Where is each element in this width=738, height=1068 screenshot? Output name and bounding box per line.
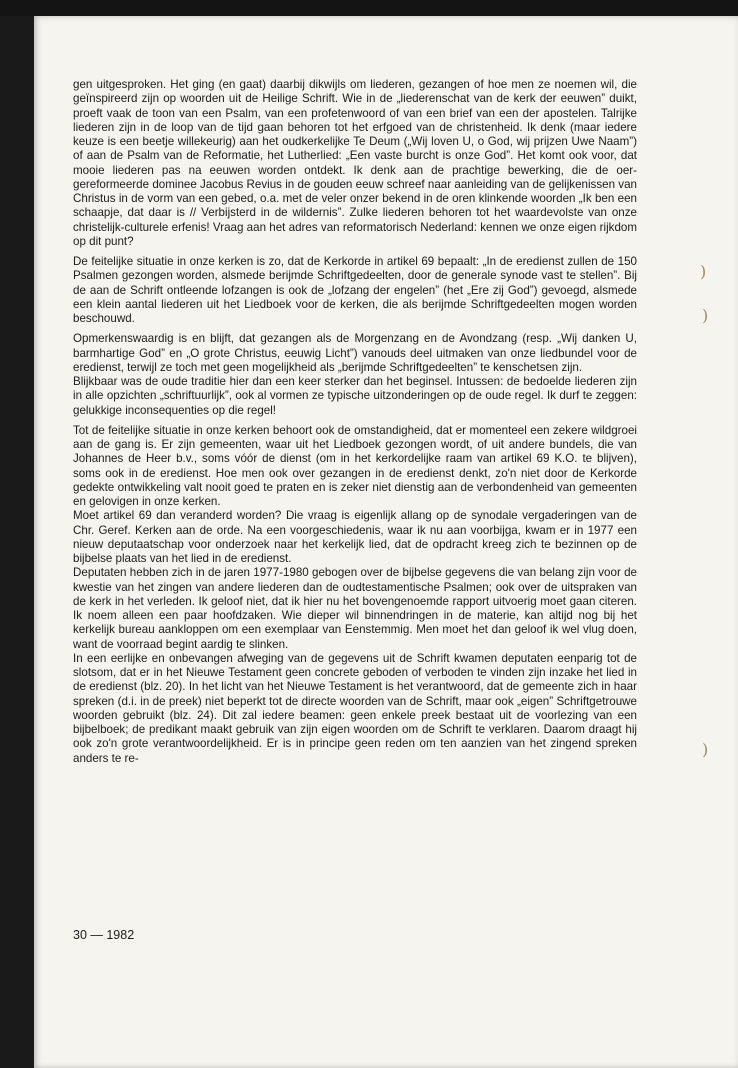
margin-scratch-mark: ) <box>700 262 707 281</box>
paragraph-3: Opmerkenswaardig is en blijft, dat gezangen als de Morgenzang en de Avondzang (resp. „Wij danken U, barmhartige God” en „O grote Christus, eeuwig Licht”) vanouds deel uitmaken van onze liedbundel voor de eredienst, terwijl ze toch met geen mogelijkheid als „berijmde Schriftgedeelten” te kenschetsen zijn. <box>73 332 637 374</box>
page-folio: 30 — 1982 <box>73 928 135 942</box>
paragraph-5: Tot de feitelijke situatie in onze kerken behoort ook de omstandigheid, dat er momenteel een zekere wildgroei aan de gang is. Er zijn gemeenten, waar uit het Liedboek gezongen wordt, of uit andere bundels, die van Johannes de Heer b.v., soms vóór de dienst (om in het kerkordelijke raam van artikel 69 K.O. te blijven), soms ook in de eredienst. Hoe men ook over gezangen in de eredienst denkt, zo'n niet door de Kerkorde gedekte ontwikkeling valt nooit goed te praten en is zeker niet dienstig aan de verbondenheid van gemeenten en gelovigen in onze kerken. <box>73 423 637 508</box>
body-text <box>73 78 637 766</box>
scan-top-edge <box>0 0 738 16</box>
paragraph-1: gen uitgesproken. Het ging (en gaat) daarbij dikwijls om liederen, gezangen of hoe men ze noemen wil, die geïnspireerd zijn op woorden uit de Heilige Schrift. Wie in de „liederenschat van de kerk der eeuwen” duikt, proeft vaak de toon van een Psalm, van een profetenwoord of van een brief van een der apostelen. Talrijke liederen zijn in de loop van de tijd gaan behoren tot het erfgoed van de christenheid. Ik denk (maar iedere keuze is een beetje willekeurig) aan het oudkerkelijke Te Deum („Wij loven U, o God, wij prijzen Uwe Naam”) of aan de Psalm van de Reformatie, het Lutherlied: „Een vaste burcht is onze God”. Het komt ook voor, dat mooie liederen pas na eeuwen worden ontdekt. Ik denk aan de prachtige bewerking, die de oer-gereformeerde dominee Jacobus Revius in de gouden eeuw schreef naar aanleiding van de gelijkenissen van Christus in de vorm van een gebed, o.a. met de veler onzer bekend in de oren klinkende woorden „Ik ben een schaapje, dat daar is // Verbijsterd in de wildernis”. Zulke liederen behoren tot het waardevolste van onze christelijk-culturele erfenis! Vraag aan het adres van reformatorisch Nederland: kennen we onze eigen rijkdom op dit punt? <box>73 78 637 248</box>
paragraph-8: In een eerlijke en onbevangen afweging van de gegevens uit de Schrift kwamen deputaten eenparig tot de slotsom, dat er in het Nieuwe Testament geen concrete geboden of verboden te vinden zijn inzake het lied in de eredienst (blz. 20). In het licht van het Nieuwe Testament is het verantwoord, dat de gemeente zich in haar spreken (d.i. in de preek) niet beperkt tot de directe woorden van de Schrift, maar ook „eigen” Schriftgetrouwe woorden gebruikt (blz. 24). Dit zal iedere beamen: geen enkele preek bestaat uit de voorlezing van een bijbelboek; de predikant maakt gebruik van zijn eigen woorden om de Schrift te verklaren. Daarom draagt hij ook zo'n grote verantwoordelijkheid. Er is in principe geen reden om ten aanzien van het zingend spreken anders te re- <box>73 651 637 765</box>
margin-scratch-mark: ) <box>702 306 709 325</box>
margin-scratch-mark: ) <box>702 740 709 759</box>
paragraph-6: Moet artikel 69 dan veranderd worden? Die vraag is eigenlijk allang op de synodale vergaderingen van de Chr. Geref. Kerken aan de orde. Na een voorgeschiedenis, waar ik nu aan voorbijga, kwam er in 1977 een nieuw deputaatschap voor onderzoek naar het kerkelijk lied, dat de opdracht kreeg zich te bezinnen op de bijbelse plaats van het lied in de eredienst. <box>73 509 637 565</box>
paragraph-7: Deputaten hebben zich in de jaren 1977-1980 gebogen over de bijbelse gegevens die van belang zijn voor de kwestie van het zingen van andere liederen dan de oudtestamentische Psalmen; ook over de uitspraken van de kerk in het verleden. Ik geloof niet, dat ik hier nu het bovengenoemde rapport uitvoerig moet gaan citeren. Ik noem alleen een paar hoofdzaken. Wie dieper wil binnendringen in de materie, kan altijd nog bij het kerkelijk bureau aankloppen om een exemplaar van Eenstemmig. Men moet het dan geloof ik wel vlug doen, want de voorraad begint aardig te slinken. <box>73 566 637 651</box>
paragraph-2: De feitelijke situatie in onze kerken is zo, dat de Kerkorde in artikel 69 bepaalt: „In de eredienst zullen de 150 Psalmen gezongen worden, alsmede berijmde Schriftgedeelten, door de generale synode vast te stellen”. Bij de aan de Schrift ontleende lofzangen is ook de „lofzang der engelen” (het „Ere zij God”) gevoegd, alsmede een klein aantal liederen uit het Liedboek voor de kerken, die als berijmde Schriftgedeelten mogen worden beschouwd. <box>73 255 637 325</box>
paragraph-4: Blijkbaar was de oude traditie hier dan een keer sterker dan het beginsel. Intussen: de bedoelde liederen zijn in alle opzichten „schriftuurlijk”, ook al vormen ze typische uitzonderingen op de oude regel. Ik durf te zeggen: gelukkige inconsequenties op die regel! <box>73 375 637 417</box>
